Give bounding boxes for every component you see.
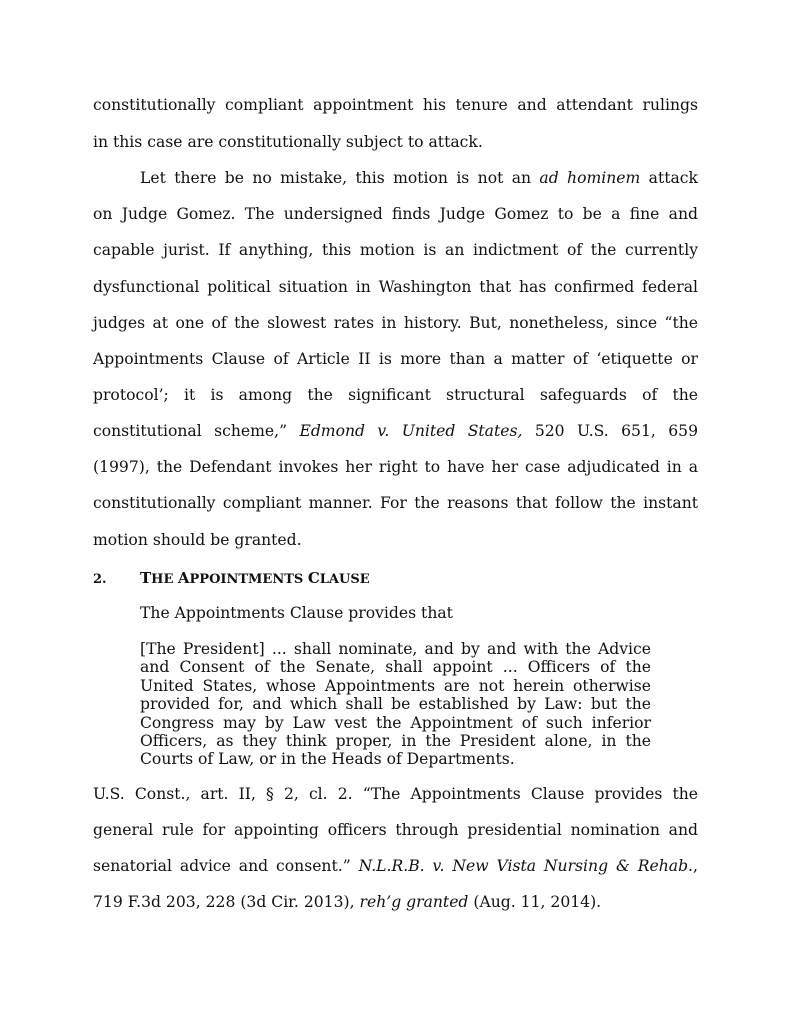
heading-letter: A: [177, 569, 190, 587]
body-text-line: capable jurist. If anything, this motion is an indictment of the currently: [93, 241, 698, 259]
case-citation: Edmond v. United States,: [299, 422, 523, 440]
text-run: attack: [640, 169, 698, 187]
body-text-line: [93, 421, 698, 441]
heading-smallcaps: PPOINTMENTS: [189, 572, 308, 587]
body-text-line: [93, 856, 698, 876]
italic-text: reh’g granted: [359, 893, 469, 911]
section-heading: [93, 568, 370, 590]
quote-line: Congress may by Law vest the Appointment of such inferior: [140, 713, 651, 732]
heading-letter: T: [140, 569, 152, 587]
body-text-line: general rule for appointing officers through presidential nomination and: [93, 821, 698, 839]
quote-line: United States, whose Appointments are not herein otherwise: [140, 676, 651, 695]
text-run: ,: [693, 857, 698, 875]
heading-smallcaps: HE: [151, 572, 178, 587]
body-text-line: [140, 168, 698, 188]
block-quote: [140, 640, 651, 769]
quote-line: Courts of Law, or in the Heads of Departments.: [140, 750, 515, 769]
heading-letter: C: [307, 569, 320, 587]
text-run: (Aug. 11, 2014).: [468, 893, 602, 911]
section-number: 2.: [93, 572, 107, 587]
intro-text: The Appointments Clause provides that: [140, 604, 453, 622]
quote-line: [The President] ... shall nominate, and by and with the Advice: [140, 640, 651, 658]
text-run: 719 F.3d 203, 228 (3d Cir. 2013),: [93, 893, 360, 911]
quote-line: and Consent of the Senate, shall appoint ... Officers of the: [140, 658, 651, 677]
body-text-line: [93, 892, 698, 912]
body-text-line: in this case are constitutionally subject to attack.: [93, 133, 483, 151]
text-run: 520 U.S. 651, 659: [522, 422, 698, 440]
case-citation: N.L.R.B. v. New Vista Nursing & Rehab.: [358, 857, 694, 875]
body-text-line: protocol’; it is among the significant structural safeguards of the: [93, 386, 698, 404]
body-text-line: dysfunctional political situation in Washington that has confirmed federal: [93, 278, 698, 296]
quote-line: provided for, and which shall be established by Law: but the: [140, 695, 651, 714]
text-run: senatorial advice and consent.”: [93, 857, 359, 875]
quote-line: Officers, as they think proper, in the President alone, in the: [140, 731, 651, 750]
body-text-line: constitutionally compliant appointment his tenure and attendant rulings: [93, 96, 698, 114]
body-text-line: U.S. Const., art. II, § 2, cl. 2. “The Appointments Clause provides the: [93, 785, 698, 803]
text-run: Let there be no mistake, this motion is not an: [140, 169, 540, 187]
body-text-line: (1997), the Defendant invokes her right to have her case adjudicated in a: [93, 458, 698, 476]
body-text-line: motion should be granted.: [93, 531, 302, 549]
text-run: constitutional scheme,”: [93, 422, 300, 440]
body-text-line: judges at one of the slowest rates in history. But, nonetheless, since “the: [93, 314, 698, 332]
body-text-line: Appointments Clause of Article II is more than a matter of ‘etiquette or: [93, 350, 698, 368]
italic-text: ad hominem: [539, 169, 641, 187]
heading-smallcaps: LAUSE: [319, 572, 370, 587]
body-text-line: constitutionally compliant manner. For the reasons that follow the instant: [93, 494, 698, 512]
body-text-line: on Judge Gomez. The undersigned finds Judge Gomez to be a fine and: [93, 205, 698, 223]
